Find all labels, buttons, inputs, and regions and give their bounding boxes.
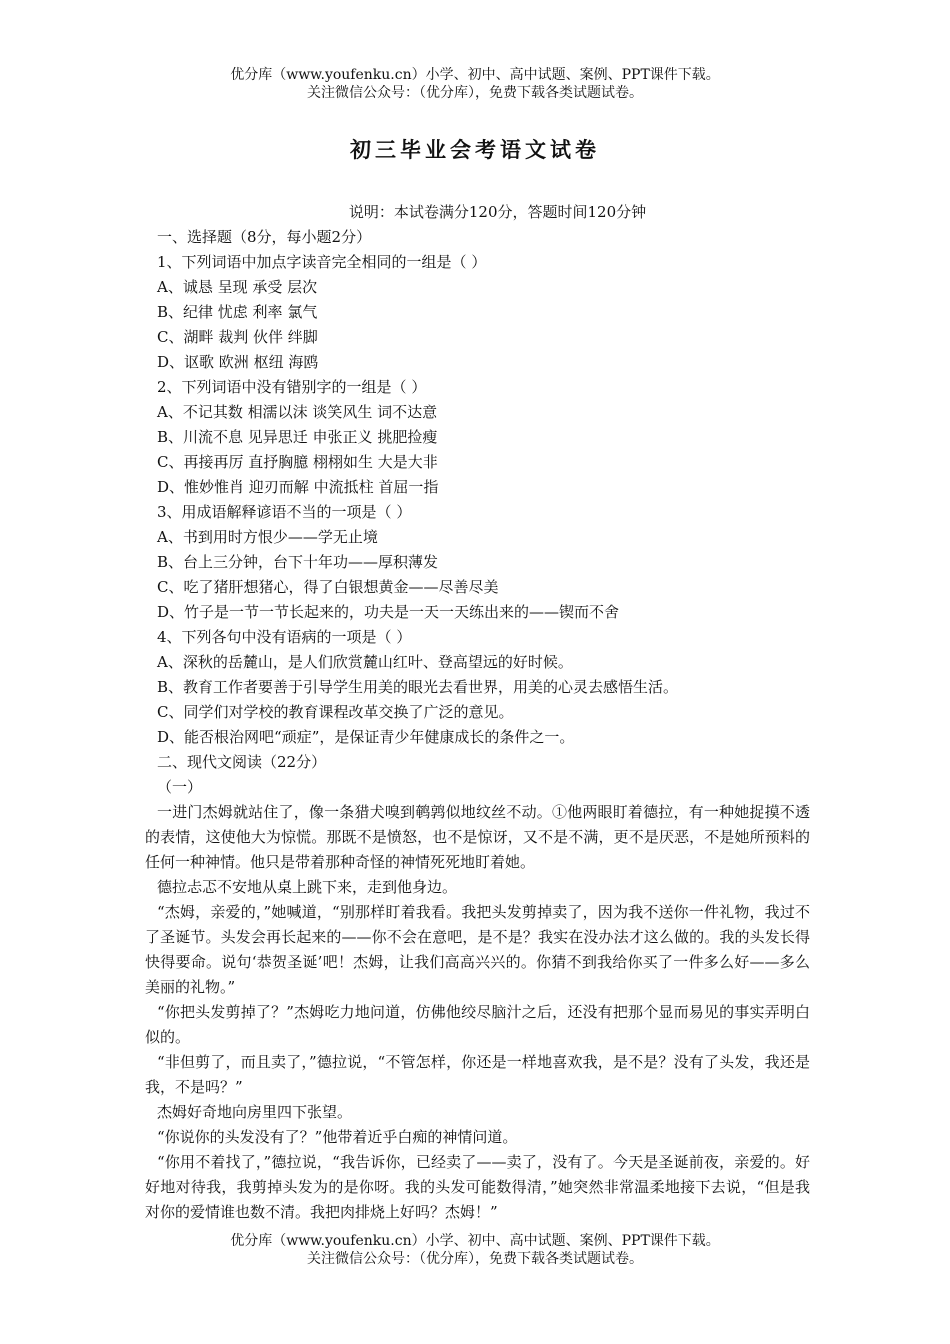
- question-1-stem: 1、下列词语中加点字读音完全相同的一组是（ ）: [157, 253, 487, 271]
- question-3-option: D、竹子是一节一节长起来的，功夫是一天一天练出来的——锲而不舍: [157, 603, 620, 621]
- reading-paragraph: “非但剪了，而且卖了，”德拉说，“不管怎样，你还是一样地喜欢我，是不是？没有了头发，我还是我，不是吗？”: [145, 1053, 810, 1096]
- section-1-heading: 一、选择题（8分，每小题2分）: [157, 228, 372, 246]
- question-2-stem: 2、下列词语中没有错别字的一组是（ ）: [157, 378, 427, 396]
- page-header: [0, 66, 950, 102]
- question-4-option: C、同学们对学校的教育课程改革交换了广泛的意见。: [157, 703, 514, 721]
- reading-part-label: （一）: [157, 778, 203, 796]
- question-1-option: A、诚恳 呈现 承受 层次: [157, 278, 318, 296]
- question-3-option: B、台上三分钟，台下十年功——厚积薄发: [157, 553, 439, 571]
- page-footer: [0, 1232, 950, 1268]
- question-1-option: B、纪律 忧虑 利率 氯气: [157, 303, 318, 321]
- question-4-option: D、能否根治网吧“顽症”，是保证青少年健康成长的条件之一。: [157, 728, 575, 746]
- page-title: 初三毕业会考语文试卷: [350, 137, 600, 162]
- question-4-option: A、深秋的岳麓山，是人们欣赏麓山红叶、登高望远的好时候。: [157, 653, 573, 671]
- question-3-stem: 3、用成语解释谚语不当的一项是（ ）: [157, 503, 412, 521]
- exam-note: 说明：本试卷满分120分，答题时间120分钟: [348, 203, 647, 221]
- question-3-option: C、吃了猪肝想猪心，得了白银想黄金——尽善尽美: [157, 578, 499, 596]
- footer-line-2: 关注微信公众号：（优分库），免费下载各类试题试卷。: [307, 1251, 643, 1267]
- reading-paragraph: 杰姆好奇地向房里四下张望。: [157, 1103, 353, 1121]
- question-2-option: B、川流不息 见异思迁 申张正义 挑肥捡瘦: [157, 428, 438, 446]
- question-2-option: D、惟妙惟肖 迎刃而解 中流抵柱 首屈一指: [157, 478, 439, 496]
- header-line-2: 关注微信公众号：（优分库），免费下载各类试题试卷。: [307, 85, 643, 101]
- question-3-option: A、书到用时方恨少——学无止境: [157, 528, 378, 546]
- question-4-stem: 4、下列各句中没有语病的一项是（ ）: [157, 628, 412, 646]
- question-4-option: B、教育工作者要善于引导学生用美的眼光去看世界，用美的心灵去感悟生活。: [157, 678, 679, 696]
- reading-paragraph: “杰姆，亲爱的，”她喊道，“别那样盯着我看。我把头发剪掉卖了，因为我不送你一件礼物，我过不了圣诞节。头发会再长起来的——你不会在意吧，是不是？我实在没办法才这么做的。我的头发长得快得要命。说句‘恭贺圣诞’吧！杰姆，让我们高高兴兴的。你猜不到我给你买了一件多么好——多么美丽的礼物。”: [145, 903, 810, 996]
- reading-paragraph: 德拉忐忑不安地从桌上跳下来，走到他身边。: [157, 878, 458, 896]
- section-2-heading: 二、现代文阅读（22分）: [157, 753, 327, 771]
- question-2-option: C、再接再厉 直抒胸臆 栩栩如生 大是大非: [157, 453, 438, 471]
- reading-paragraph: “你用不着找了，”德拉说，“我告诉你，已经卖了——卖了，没有了。今天是圣诞前夜，亲爱的。好好地对待我，我剪掉头发为的是你呀。我的头发可能数得清，”她突然非常温柔地接下去说，“但是我对你的爱情谁也数不清。我把肉排烧上好吗？杰姆！”: [145, 1153, 810, 1221]
- question-2-option: A、不记其数 相濡以沫 谈笑风生 词不达意: [157, 403, 438, 421]
- reading-paragraph: “你把头发剪掉了？”杰姆吃力地问道，仿佛他绞尽脑汁之后，还没有把那个显而易见的事实弄明白似的。: [145, 1003, 810, 1046]
- exam-body: [145, 200, 810, 1225]
- reading-paragraph: “你说你的头发没有了？”他带着近乎白痴的神情问道。: [157, 1128, 518, 1146]
- reading-paragraph: 一进门杰姆就站住了，像一条猎犬嗅到鹌鹑似地纹丝不动。①他两眼盯着德拉，有一种她捉摸不透的表情，这使他大为惊慌。那既不是愤怒，也不是惊讶，又不是不满，更不是厌恶，不是她所预料的任何一种神情。他只是带着那种奇怪的神情死死地盯着她。: [145, 803, 810, 871]
- question-1-option: C、湖畔 裁判 伙伴 绊脚: [157, 328, 318, 346]
- question-1-option: D、讴歌 欧洲 枢纽 海鸥: [157, 353, 319, 371]
- header-line-1: 优分库（www.youfenku.cn）小学、初中、高中试题、案例、PPT课件下载。: [230, 67, 720, 83]
- footer-line-1: 优分库（www.youfenku.cn）小学、初中、高中试题、案例、PPT课件下载。: [230, 1233, 720, 1249]
